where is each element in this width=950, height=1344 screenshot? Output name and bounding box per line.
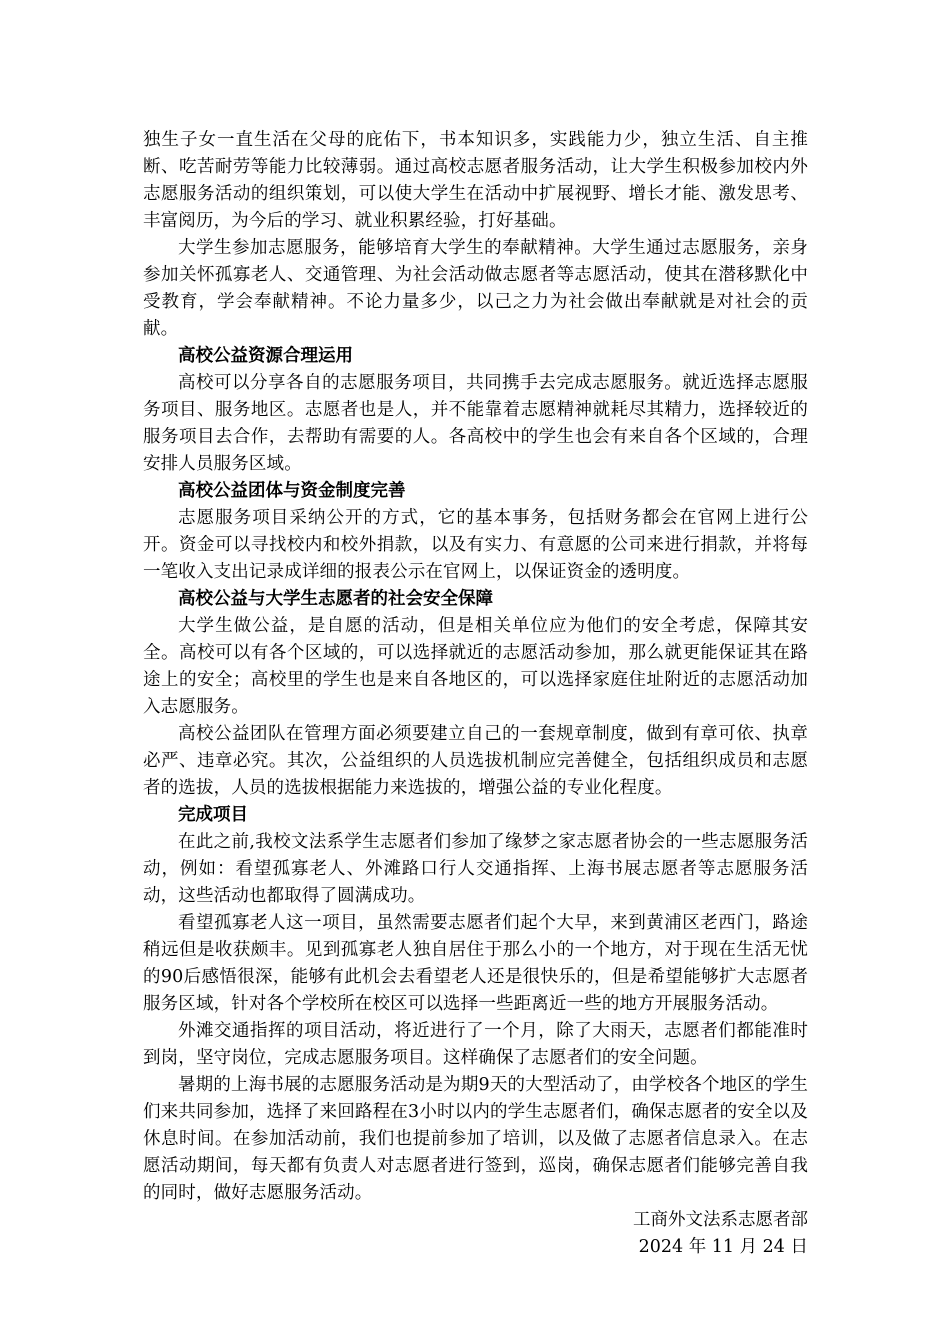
paragraph: 高校可以分享各自的志愿服务项目，共同携手去完成志愿服务。就近选择志愿服务项目、服务地区。志愿者也是人，并不能靠着志愿精神就耗尽其精力，选择较近的服务项目去合作，去帮助有需要的人。各高校中的学生也会有来自各个区域的，合理安排人员服务区域。 [143, 373, 808, 474]
paragraph: 暑期的上海书展的志愿服务活动是为期9天的大型活动了，由学校各个地区的学生们来共同参加，选择了来回路程在3小时以内的学生志愿者们，确保志愿者的安全以及休息时间。在参加活动前，我们也提前参加了培训，以及做了志愿者信息录入。在志愿活动期间，每天都有负责人对志愿者进行签到，巡岗，确保志愿者们能够完善自我的同时，做好志愿服务活动。 [143, 1075, 808, 1203]
paragraph: 在此之前,我校文法系学生志愿者们参加了缘梦之家志愿者协会的一些志愿服务活动，例如：看望孤寡老人、外滩路口行人交通指挥、上海书展志愿者等志愿服务活动，这些活动也都取得了圆满成功。 [143, 832, 808, 906]
signature-date: 2024 年 11 月 24 日 [638, 1237, 808, 1257]
paragraph: 看望孤寡老人这一项目，虽然需要志愿者们起个大早，来到黄浦区老西门，路途稍远但是收获颇丰。见到孤寡老人独自居住于那么小的一个地方，对于现在生活无忧的90后感悟很深，能够有此机会去看望老人还是很快乐的，但是希望能够扩大志愿者服务区域，针对各个学校所在校区可以选择一些距离近一些的地方开展服务活动。 [143, 913, 808, 1014]
section-heading: 高校公益与大学生志愿者的社会安全保障 [178, 589, 493, 609]
paragraph: 大学生参加志愿服务，能够培育大学生的奉献精神。大学生通过志愿服务，亲身参加关怀孤寡老人、交通管理、为社会活动做志愿者等志愿活动，使其在潜移默化中受教育，学会奉献精神。不论力量多少，以己之力为社会做出奉献就是对社会的贡献。 [143, 238, 808, 339]
section-heading: 高校公益团体与资金制度完善 [178, 481, 406, 501]
paragraph: 大学生做公益，是自愿的活动，但是相关单位应为他们的安全考虑，保障其安全。高校可以有各个区域的，可以选择就近的志愿活动参加，那么就更能保证其在路途上的安全；高校里的学生也是来自各地区的，可以选择家庭住址附近的志愿活动加入志愿服务。 [143, 616, 808, 717]
document-body [143, 127, 808, 1261]
paragraph: 外滩交通指挥的项目活动，将近进行了一个月，除了大雨天，志愿者们都能准时到岗，坚守岗位，完成志愿服务项目。这样确保了志愿者们的安全问题。 [143, 1021, 808, 1068]
section-heading: 高校公益资源合理运用 [178, 346, 353, 366]
signature-organization: 工商外文法系志愿者部 [633, 1210, 808, 1230]
paragraph-continuation: 独生子女一直生活在父母的庇佑下，书本知识多，实践能力少，独立生活、自主推断、吃苦耐劳等能力比较薄弱。通过高校志愿者服务活动，让大学生积极参加校内外志愿服务活动的组织策划，可以使大学生在活动中扩展视野、增长才能、激发思考、丰富阅历，为今后的学习、就业积累经验，打好基础。 [143, 130, 808, 231]
section-heading: 完成项目 [178, 805, 248, 825]
paragraph: 高校公益团队在管理方面必须要建立自己的一套规章制度，做到有章可依、执章必严、违章必究。其次，公益组织的人员选拔机制应完善健全，包括组织成员和志愿者的选拔，人员的选拔根据能力来选拔的，增强公益的专业化程度。 [143, 724, 808, 798]
paragraph: 志愿服务项目采纳公开的方式，它的基本事务，包括财务都会在官网上进行公开。资金可以寻找校内和校外捐款，以及有实力、有意愿的公司来进行捐款，并将每一笔收入支出记录成详细的报表公示在官网上，以保证资金的透明度。 [143, 508, 808, 582]
